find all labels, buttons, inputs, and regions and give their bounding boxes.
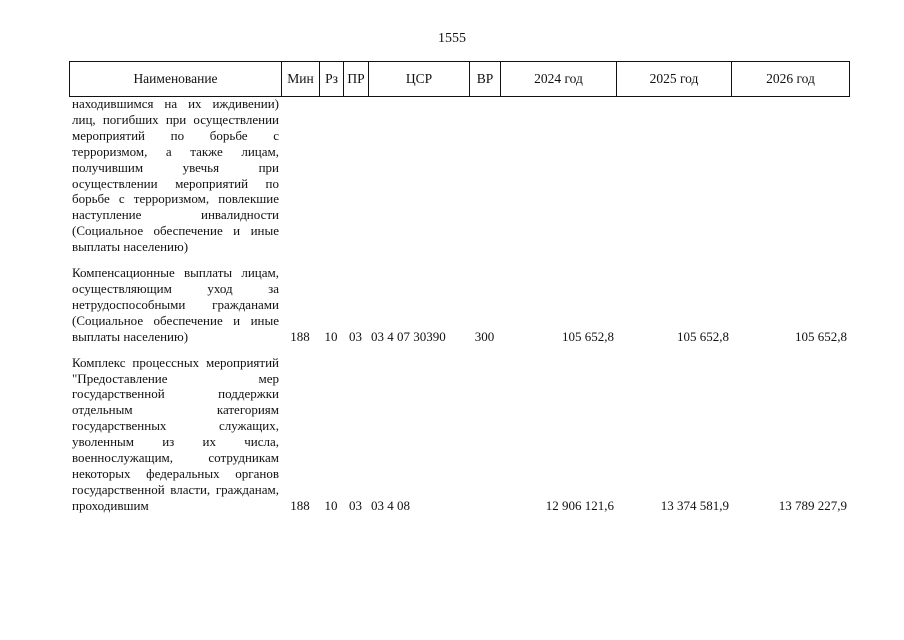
row-amount-2026: 13 789 227,9	[778, 497, 847, 513]
row-vr	[469, 355, 500, 514]
column-header-csr: ЦСР	[369, 62, 470, 97]
row-pr	[343, 96, 368, 255]
row-amount-2024	[500, 96, 616, 255]
row-min: 188	[290, 497, 310, 513]
budget-table-body	[69, 96, 849, 514]
row-min	[281, 96, 319, 255]
page-number: 1555	[438, 31, 466, 46]
column-header-rz: Рз	[320, 62, 344, 97]
row-amount-2025	[616, 96, 731, 255]
column-header-2025: 2025 год	[617, 62, 732, 97]
row-csr: 03 4 08	[371, 497, 410, 513]
row-name: находившимся на их иждивении) лиц, погибших при осуществлении мероприятий по борьбе с терроризмом, а также лицам, получившим увечья при осуществлении мероприятий по борьбе с терроризмом, повлекшие наступление инвалидности (Социальное обеспечение и иные выплаты населению)	[72, 96, 279, 255]
row-pr: 03	[349, 497, 362, 513]
column-header-min: Мин	[282, 62, 320, 97]
row-csr	[368, 96, 469, 255]
table-row	[69, 265, 849, 345]
row-name: Компенсационные выплаты лицам, осуществляющим уход за нетрудоспособными гражданами (Социальное обеспечение и иные выплаты населению)	[72, 265, 279, 344]
column-header-name: Наименование	[70, 62, 282, 97]
row-min: 188	[290, 328, 310, 344]
row-vr: 300	[474, 328, 495, 344]
row-amount-2026: 105 652,8	[795, 328, 847, 344]
row-amount-2025: 13 374 581,9	[660, 497, 729, 513]
row-pr: 03	[349, 328, 362, 344]
row-spacer	[69, 255, 849, 265]
row-amount-2025: 105 652,8	[677, 328, 729, 344]
row-name: Комплекс процессных мероприятий "Предоставление мер государственной поддержки отдельным категориям государственных служащих, уволенным из их числа, военнослужащим, сотрудникам некоторых федеральных органов государственной власти, гражданам, проходившим	[72, 354, 279, 513]
table-row	[69, 355, 849, 514]
column-header-pr: ПР	[344, 62, 369, 97]
row-rz	[319, 96, 343, 255]
row-amount-2024: 105 652,8	[562, 328, 614, 344]
row-vr	[469, 96, 500, 255]
column-header-vr: ВР	[470, 62, 501, 97]
table-header	[69, 61, 850, 97]
row-spacer	[69, 345, 849, 355]
row-amount-2026	[731, 96, 849, 255]
row-rz: 10	[324, 328, 338, 344]
table-row	[69, 96, 849, 255]
row-amount-2024: 12 906 121,6	[545, 497, 614, 513]
column-header-2026: 2026 год	[732, 62, 850, 97]
column-header-2024: 2024 год	[501, 62, 617, 97]
row-csr: 03 4 07 30390	[371, 328, 446, 344]
row-rz: 10	[324, 497, 338, 513]
